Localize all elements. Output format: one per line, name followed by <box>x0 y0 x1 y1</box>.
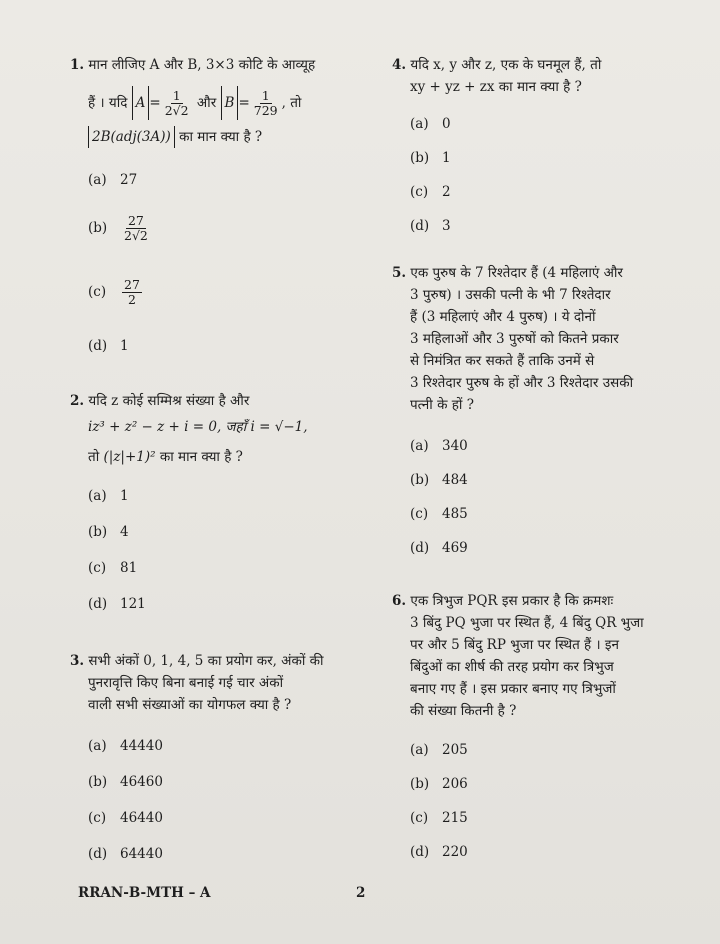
q5-option-c-label: (c) <box>410 506 429 522</box>
q1-frac-b-den: 729 <box>253 103 278 118</box>
q3-option-d-value: 64440 <box>120 846 163 862</box>
q4-option-c-label: (c) <box>410 184 429 200</box>
q3-option-b[interactable] <box>88 774 163 790</box>
q5-text-line7: पत्नी के हों ? <box>410 397 474 413</box>
question-5 <box>392 262 682 556</box>
q5-text-line5: से निमंत्रित कर सकते हैं ताकि उनमें से <box>410 353 595 369</box>
q1-option-c-den: 2 <box>127 292 136 307</box>
q5-option-a[interactable] <box>410 438 468 454</box>
q6-option-c[interactable] <box>410 810 468 826</box>
q3-text-line2: पुनरावृत्ति किए बिना बनाई गई चार अंकों <box>88 675 284 691</box>
q2-option-c-label: (c) <box>88 560 107 576</box>
q1-option-d[interactable] <box>88 338 129 354</box>
q1-option-b-frac <box>122 214 150 243</box>
q4-option-c-value: 2 <box>442 184 451 200</box>
q1-abs-a: A <box>132 86 150 120</box>
q2-option-c-value: 81 <box>120 560 138 576</box>
q1-option-a-label: (a) <box>88 172 107 188</box>
q3-text-line3: वाली सभी संख्याओं का योगफल क्या है ? <box>88 697 292 713</box>
q5-text-line2: 3 पुरुष) । उसकी पत्नी के भी 7 रिश्तेदार <box>410 287 611 303</box>
q1-line1 <box>70 54 360 76</box>
q3-option-c-value: 46440 <box>120 810 163 826</box>
q3-option-b-label: (b) <box>88 774 108 790</box>
q4-option-d-value: 3 <box>442 218 451 234</box>
q1-option-c[interactable] <box>88 278 144 307</box>
q1-option-c-num: 27 <box>124 277 140 292</box>
q6-option-b-value: 206 <box>442 776 468 792</box>
q1-option-b-den: 2√2 <box>124 228 148 243</box>
q1-and: और <box>196 95 217 111</box>
question-2 <box>70 390 360 612</box>
q5-number: 5. <box>392 265 407 281</box>
q1-frac-a-den: 2√2 <box>164 103 189 118</box>
q6-text-line3: पर और 5 बिंदु RP भुजा पर स्थित हैं । इन <box>410 637 620 653</box>
q4-number: 4. <box>392 57 407 73</box>
q6-option-a-value: 205 <box>442 742 468 758</box>
q4-text-line1: यदि x, y और z, एक के घनमूल हैं, तो <box>410 57 602 73</box>
q6-option-a[interactable] <box>410 742 468 758</box>
q4-option-b-label: (b) <box>410 150 430 166</box>
q4-option-c[interactable] <box>410 184 451 200</box>
q1-text-line1: मान लीजिए A और B, 3×3 कोटि के आव्यूह <box>88 57 316 73</box>
q1-option-a-value: 27 <box>120 172 138 188</box>
question-3 <box>70 650 360 862</box>
q4-option-b-value: 1 <box>442 150 451 166</box>
q2-option-a[interactable] <box>88 488 129 504</box>
q1-line2-post: , तो <box>281 95 302 111</box>
q5-option-b[interactable] <box>410 472 468 488</box>
q6-text-line5: बनाए गए हैं । इस प्रकार बनाए गए त्रिभुजों <box>410 681 616 697</box>
q2-line3-pre: तो <box>88 449 100 465</box>
q4-option-a-label: (a) <box>410 116 429 132</box>
q6-option-d[interactable] <box>410 844 468 860</box>
q6-option-d-value: 220 <box>442 844 468 860</box>
q2-option-a-value: 1 <box>120 488 129 504</box>
q1-frac-a-num: 1 <box>172 88 181 103</box>
q2-option-a-label: (a) <box>88 488 107 504</box>
q1-option-d-label: (d) <box>88 338 108 354</box>
q6-text-line6: की संख्या कितनी है ? <box>410 703 517 719</box>
q6-option-d-label: (d) <box>410 844 430 860</box>
q5-text-line1: एक पुरुष के 7 रिश्तेदार हैं (4 महिलाएं और <box>410 265 623 281</box>
q2-option-c[interactable] <box>88 560 137 576</box>
q4-option-d[interactable] <box>410 218 451 234</box>
q6-text-line4: बिंदुओं का शीर्ष की तरह प्रयोग कर त्रिभुज <box>410 659 614 675</box>
q4-option-a-value: 0 <box>442 116 451 132</box>
q4-option-b[interactable] <box>410 150 451 166</box>
q5-option-a-value: 340 <box>442 438 468 454</box>
q1-line3-post: का मान क्या है ? <box>179 129 263 145</box>
page-number: 2 <box>356 885 366 901</box>
q1-frac-a <box>163 89 191 118</box>
q5-option-b-label: (b) <box>410 472 430 488</box>
q5-option-d-label: (d) <box>410 540 430 556</box>
q4-line1 <box>392 54 682 76</box>
q3-option-a[interactable] <box>88 738 163 754</box>
q5-option-d[interactable] <box>410 540 468 556</box>
q6-option-a-label: (a) <box>410 742 429 758</box>
q2-line3-post: का मान क्या है ? <box>159 449 243 465</box>
q6-option-b[interactable] <box>410 776 468 792</box>
q2-expression: (|z|+1)² <box>103 449 156 465</box>
q5-line1 <box>392 262 682 284</box>
q1-line2: हैं । यदि A = $\frac{1}{2√2}$ और B = $\frac{1}{729}$ , तो <box>88 88 302 118</box>
q2-option-b-label: (b) <box>88 524 108 540</box>
q3-option-c-label: (c) <box>88 810 107 826</box>
q3-option-d[interactable] <box>88 846 163 862</box>
q5-text-line3: हैं (3 महिलाएं और 4 पुरुष) । ये दोनों <box>410 309 596 325</box>
q1-option-b-label: (b) <box>88 220 108 236</box>
q1-option-b[interactable] <box>88 214 152 243</box>
q5-text-line6: 3 रिश्तेदार पुरुष के हों और 3 रिश्तेदार उसकी <box>410 375 634 391</box>
q5-option-a-label: (a) <box>410 438 429 454</box>
q1-option-a[interactable] <box>88 172 137 188</box>
q2-option-d[interactable] <box>88 596 146 612</box>
q3-option-a-value: 44440 <box>120 738 163 754</box>
q2-text-line1: यदि z कोई सम्मिश्र संख्या है और <box>88 393 250 409</box>
q3-line1 <box>70 650 360 672</box>
q1-expression: 2B(adj(3A)) <box>88 126 175 148</box>
q1-line3 <box>88 126 262 148</box>
q3-option-b-value: 46460 <box>120 774 163 790</box>
q3-text-line1: सभी अंकों 0, 1, 4, 5 का प्रयोग कर, अंकों की <box>88 653 324 669</box>
q1-option-b-num: 27 <box>127 213 144 228</box>
q2-option-d-value: 121 <box>120 596 146 612</box>
q5-option-b-value: 484 <box>442 472 468 488</box>
q1-option-c-frac <box>122 278 142 307</box>
q6-option-c-label: (c) <box>410 810 429 826</box>
q4-option-d-label: (d) <box>410 218 430 234</box>
q5-option-c-value: 485 <box>442 506 468 522</box>
q2-number: 2. <box>70 393 85 409</box>
paper-code: RRAN-B-MTH – A <box>78 885 211 901</box>
q5-text-line4: 3 महिलाओं और 3 पुरुषों को कितने प्रकार <box>410 331 619 347</box>
q1-frac-b-num: 1 <box>261 88 270 103</box>
question-4 <box>392 54 682 234</box>
q2-equation: iz³ + z² − z + i = 0, जहाँ i = √−1, <box>88 419 308 435</box>
q2-option-b-value: 4 <box>120 524 129 540</box>
q3-option-c[interactable] <box>88 810 163 826</box>
q5-option-d-value: 469 <box>442 540 468 556</box>
q1-line2-pre: हैं । यदि <box>88 95 128 111</box>
q6-option-b-label: (b) <box>410 776 430 792</box>
q2-line1 <box>70 390 360 412</box>
q6-line1 <box>392 590 682 612</box>
q2-option-d-label: (d) <box>88 596 108 612</box>
q5-option-c[interactable] <box>410 506 468 522</box>
q4-option-a[interactable] <box>410 116 451 132</box>
q6-text-line2: 3 बिंदु PQ भुजा पर स्थित हैं, 4 बिंदु QR भुजा <box>410 615 644 631</box>
q4-text-line2: xy + yz + zx का मान क्या है ? <box>410 79 582 95</box>
q6-option-c-value: 215 <box>442 810 468 826</box>
q3-option-d-label: (d) <box>88 846 108 862</box>
q6-text-line1: एक त्रिभुज PQR इस प्रकार है कि क्रमशः <box>410 593 614 609</box>
q1-number: 1. <box>70 57 85 73</box>
q6-number: 6. <box>392 593 407 609</box>
question-6 <box>392 590 682 860</box>
question-1 <box>70 54 360 354</box>
q1-frac-b <box>252 89 280 118</box>
q3-option-a-label: (a) <box>88 738 107 754</box>
q1-abs-b: B <box>221 86 239 120</box>
q1-option-d-value: 1 <box>120 338 129 354</box>
q2-line3 <box>88 446 243 468</box>
q2-option-b[interactable] <box>88 524 129 540</box>
q3-number: 3. <box>70 653 85 669</box>
q1-option-c-label: (c) <box>88 284 107 300</box>
